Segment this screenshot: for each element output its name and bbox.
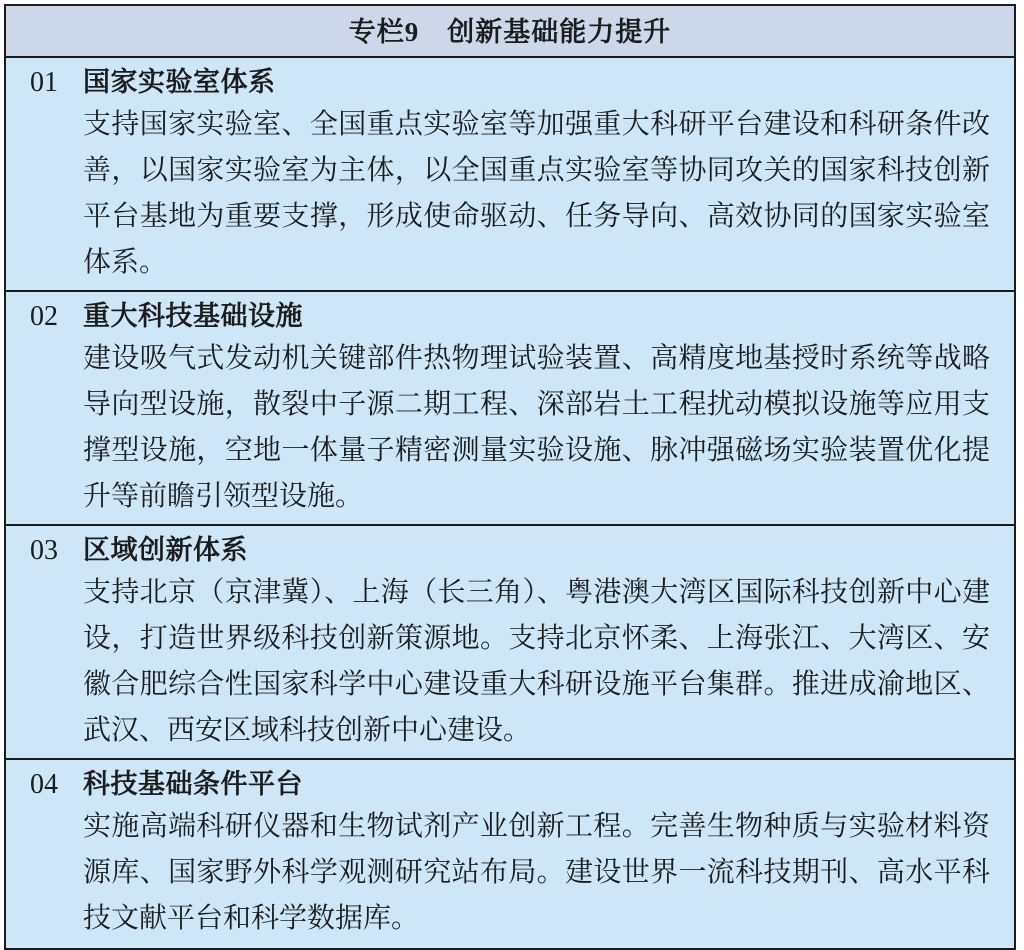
section-02 (6, 292, 1014, 526)
section-title: 科技基础条件平台 (83, 769, 303, 799)
section-body: 实施高端科研仪器和生物试剂产业创新工程。完善生物种质与实验材料资源库、国家野外科学观测研究站布局。建设世界一流科技期刊、高水平科技文献平台和科学数据库。 (83, 811, 990, 934)
section-title: 国家实验室体系 (83, 67, 276, 97)
section-body: 建设吸气式发动机关键部件热物理试验装置、高精度地基授时系统等战略导向型设施，散裂中子源二期工程、深部岩土工程扰动模拟设施等应用支撑型设施，空地一体量子精密测量实验设施、脉冲强磁场实验装置优化提升等前瞻引领型设施。 (83, 343, 990, 512)
section-number: 04 (30, 769, 58, 800)
box-title: 专栏9 创新基础能力提升 (348, 17, 672, 47)
section-number: 03 (30, 535, 58, 566)
section-04 (6, 760, 1014, 948)
section-title: 重大科技基础设施 (83, 301, 303, 331)
section-number: 01 (30, 67, 58, 98)
section-title: 区域创新体系 (83, 535, 248, 565)
column-box (4, 4, 1016, 950)
section-03 (6, 526, 1014, 760)
section-01 (6, 58, 1014, 292)
section-title-row (30, 296, 990, 336)
section-number: 02 (30, 301, 58, 332)
section-title-row (30, 764, 990, 804)
section-body: 支持北京（京津冀）、上海（长三角）、粤港澳大湾区国际科技创新中心建设，打造世界级科技创新策源地。支持北京怀柔、上海张江、大湾区、安徽合肥综合性国家科学中心建设重大科研设施平台集群。推进成渝地区、武汉、西安区域科技创新中心建设。 (83, 577, 990, 746)
box-header (6, 6, 1014, 58)
section-body: 支持国家实验室、全国重点实验室等加强重大科研平台建设和科研条件改善，以国家实验室为主体，以全国重点实验室等协同攻关的国家科技创新平台基地为重要支撑，形成使命驱动、任务导向、高效协同的国家实验室体系。 (83, 109, 990, 278)
section-title-row (30, 62, 990, 102)
section-title-row (30, 530, 990, 570)
